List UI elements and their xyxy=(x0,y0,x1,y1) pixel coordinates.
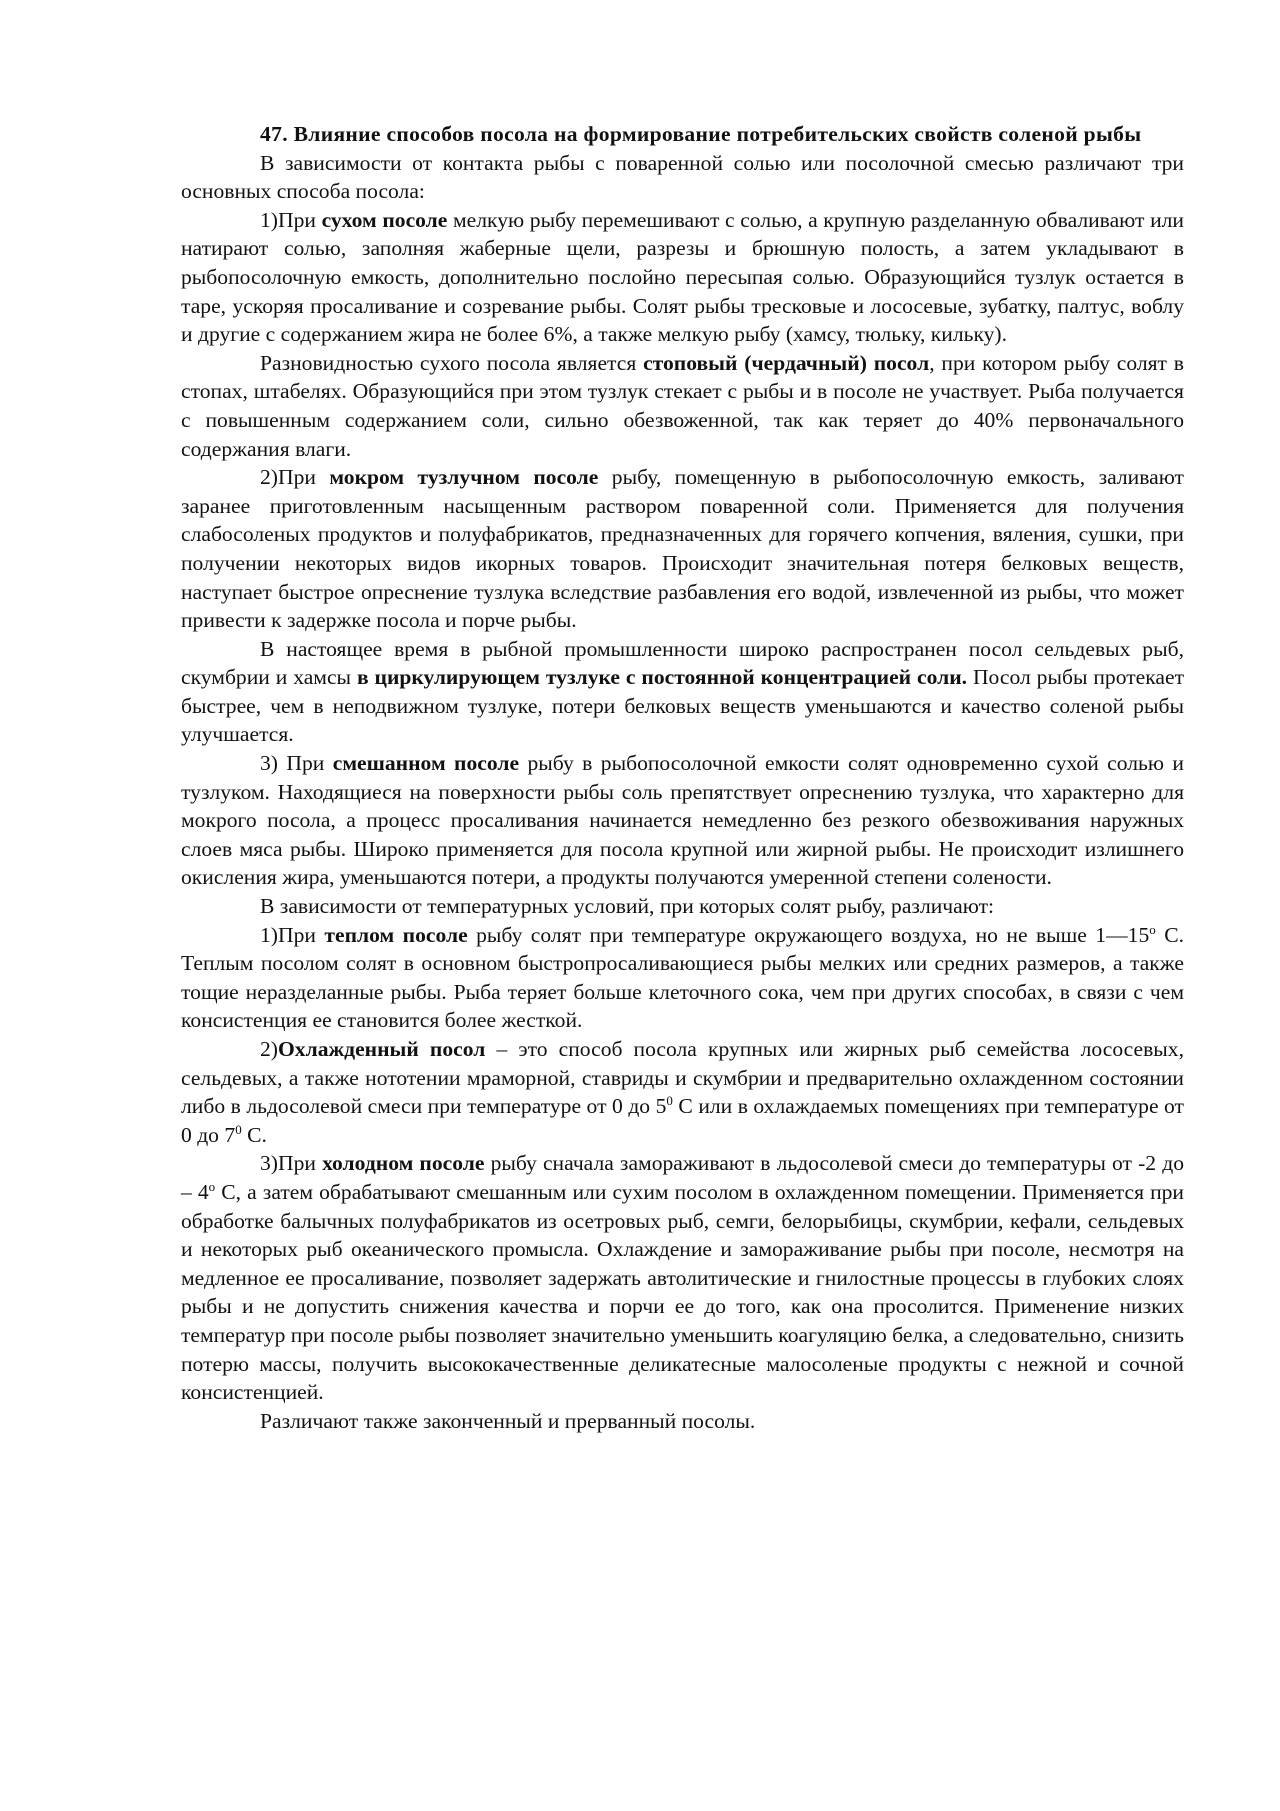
cold-salting-term: холодном посоле xyxy=(322,1151,485,1176)
stack-salting-paragraph xyxy=(181,349,1184,463)
intro-paragraph: В зависимости от контакта рыбы с поваренной солью или посолочной смесью различают три основных способа посола: xyxy=(181,150,1184,204)
paragraph-prefix: 1)При xyxy=(260,207,322,232)
chilled-salting-paragraph xyxy=(181,1035,1184,1149)
mixed-salting-paragraph xyxy=(181,749,1184,892)
paragraph-text: рыбу в рыбопосолочной емкости солят одновременно сухой солью и тузлуком. Находящиеся на поверхности рыбы соль препятствует опреснению тузлука, что характерно для мокрого посола, а процесс просаливания начинается немедленно без резкого обезвоживания наружных слоев мяса рыбы. Широко применяется для посола крупной или жирной рыбы. Не происходит излишнего окисления жира, уменьшаются потери, а продукты получаются умеренной степени солености. xyxy=(181,751,1184,890)
degree-mark: 0 xyxy=(235,1121,242,1137)
paragraph-text: рыбу сначала замораживают в льдосолевой смеси до температуры от -2 до – 4 xyxy=(181,1151,1184,1204)
paragraph-prefix: 3) При xyxy=(260,751,333,776)
dry-salting-term: сухом посоле xyxy=(321,207,448,232)
degree-mark: о xyxy=(208,1178,216,1194)
warm-salting-term: теплом посоле xyxy=(324,922,468,947)
temperature-intro-paragraph: В зависимости от температурных условий, при которых солят рыбу, различают: xyxy=(260,894,995,919)
mixed-salting-term: смешанном посоле xyxy=(332,751,520,776)
paragraph-text: С. Теплым посолом солят в основном быстропросаливающиеся рыбы мелких или средних размеров, а также тощие неразделанные рыбы. Рыба теряет больше клеточного сока, чем при других способах, в связи с чем консистенция ее становится более жесткой. xyxy=(181,922,1185,1033)
circulating-brine-term: в циркулирующем тузлуке с постоянной концентрацией соли. xyxy=(356,665,968,690)
paragraph-prefix: Разновидностью сухого посола является xyxy=(260,350,644,375)
paragraph-text: С. xyxy=(241,1122,267,1147)
degree-mark: 0 xyxy=(666,1093,673,1109)
paragraph-text: рыбу, помещенную в рыбопосолочную емкость, заливают заранее приготовленным насыщенным раствором поваренной соли. Применяется для получения слабосоленых продуктов и полуфабрикатов, предназначенных для горячего копчения, вяления, сушки, при получении некоторых видов икорных товаров. Происходит значительная потеря белковых веществ, наступает быстрое опреснение тузлука вследствие разбавления его водой, извлеченной из рыбы, что может привести к задержке посола и порче рыбы. xyxy=(181,465,1184,633)
paragraph-text: С или в охлаждаемых помещениях при температуре от 0 до 7 xyxy=(181,1094,1184,1147)
paragraph-prefix: 3)При xyxy=(260,1151,323,1176)
cold-salting-paragraph xyxy=(181,1149,1184,1406)
paragraph-text: – это способ посола крупных или жирных рыб семейства лососевых, сельдевых, а также нототении мраморной, ставриды и скумбрии и предварительно охлажденном состоянии либо в льдосолевой смеси при температуре от 0 до 5 xyxy=(181,1037,1184,1119)
dry-salting-paragraph xyxy=(181,206,1184,349)
paragraph-prefix: 2)При xyxy=(260,465,330,490)
wet-salting-term: мокром тузлучном посоле xyxy=(329,465,599,490)
paragraph-text: мелкую рыбу перемешивают с солью, а крупную разделанную обваливают или натирают солью, заполняя жаберные щели, разрезы и брюшную полость, а затем укладывают в рыбопосолочную емкость, дополнительно послойно пересыпая солью. Образующийся тузлук остается в таре, ускоряя просаливание и созревание рыбы. Солят рыбы тресковые и лососевые, зубатку, палтус, воблу и другие с содержанием жира не более 6%, а также мелкую рыбу (хамсу, тюльку, кильку). xyxy=(181,207,1184,347)
warm-salting-paragraph xyxy=(181,921,1184,1035)
degree-mark: о xyxy=(1149,921,1156,937)
paragraph-text: С, а затем обрабатывают смешанным или сухим посолом в охлажденном помещении. Применяется при обработке балычных полуфабрикатов из осетровых рыб, семги, белорыбицы, скумбрии, кефали, сельдевых и некоторых рыб океанического промысла. Охлаждение и замораживание рыбы при посоле, несмотря на медленное ее просаливание, позволяет задержать автолитические и гнилостные процессы в глубоких слоях рыбы и не допустить снижения качества и порчи ее до того, как она просолится. Применение низких температур при посоле рыбы позволяет значительно уменьшить коагуляцию белка, а следовательно, снизить потерю массы, получить высококачественные деликатесные малосоленые продукты с нежной и сочной консистенцией. xyxy=(181,1179,1184,1405)
paragraph-prefix: 2) xyxy=(260,1037,278,1061)
section-title: 47. Влияние способов посола на формирование потребительских свойств соленой рыбы xyxy=(260,122,1142,146)
paragraph-text: , при котором рыбу солят в стопах, штабелях. Образующийся при этом тузлук стекает с рыбы и в посоле не участвует. Рыба получается с повышенным содержанием соли, сильно обезвоженной, так как теряет до 40% первоначального содержания влаги. xyxy=(181,350,1184,461)
stack-salting-term: стоповый (чердачный) посол xyxy=(643,350,930,375)
paragraph-text: рыбу солят при температуре окружающего воздуха, но не выше 1—15 xyxy=(467,922,1150,947)
paragraph-text: Посол рыбы протекает быстрее, чем в неподвижном тузлуке, потери белковых веществ уменьшаются и качество соленой рыбы улучшается. xyxy=(181,665,1185,747)
paragraph-prefix: 1)При xyxy=(260,922,325,947)
chilled-salting-term: Охлажденный посол xyxy=(278,1037,486,1061)
circulating-brine-paragraph xyxy=(181,635,1184,749)
paragraph-prefix: В настоящее время в рыбной промышленности широко распространен посол сельдевых рыб, скумбрии и хамсы xyxy=(181,636,1184,690)
wet-salting-paragraph xyxy=(181,463,1184,635)
final-paragraph: Различают также законченный и прерванный посолы. xyxy=(260,1408,756,1433)
